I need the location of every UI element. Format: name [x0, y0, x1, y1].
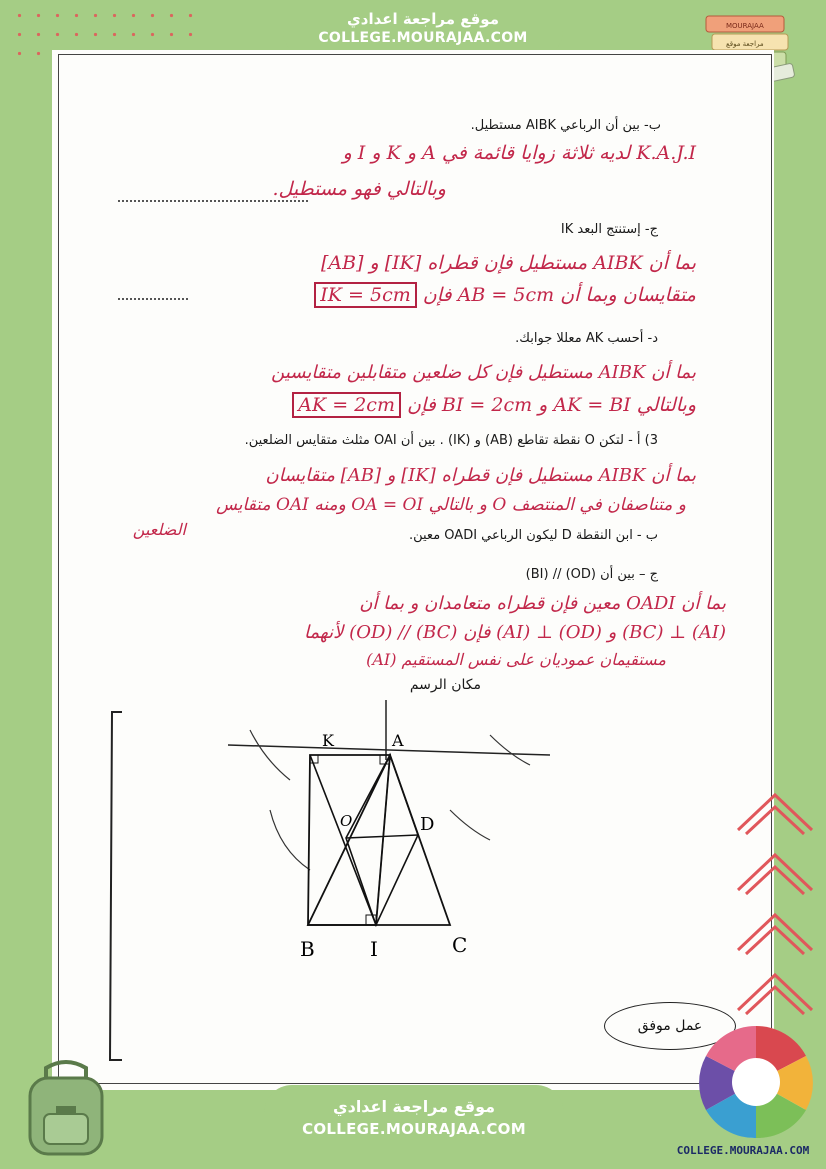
point-label-b: B — [300, 937, 315, 961]
point-label-o: O — [340, 812, 353, 830]
education-wheel-icon — [694, 1020, 818, 1144]
point-label-d: D — [420, 814, 435, 835]
footer-site-arabic: موقع مراجعة اعدادي — [332, 1097, 496, 1116]
good-luck-stamp: عمل موفق — [604, 1002, 736, 1050]
answer-c-line2 — [314, 282, 696, 308]
question-3c: ج – بين أن (OD) // (BI) — [525, 567, 658, 582]
answer-d-line1: بما أن AIBK مستطيل فإن كل ضلعين متقابلين متقايسين — [271, 362, 696, 383]
footer-banner — [264, 1085, 564, 1169]
answer-c-text: متقايسان وبما أن AB = 5cm فإن — [422, 284, 696, 306]
answer-c-result: IK = 5cm — [314, 282, 416, 308]
compass-arc — [270, 810, 310, 870]
header-site-url[interactable]: COLLEGE.MOURAJAA.COM — [318, 30, 528, 46]
answer-b-line2: وبالتالي فهو مستطيل. — [272, 178, 446, 200]
rhombus-oadi — [346, 755, 418, 925]
question-b: ب- بين أن الرباعي AIBK مستطيل. — [470, 118, 661, 133]
answer-3a-line2: و متناصفان في المنتصف O و بالتالي OA = OI ومنه OAI متقايس — [216, 495, 686, 515]
answer-3c-line3: مستقيمان عموديان على نفس المستقيم (AI) — [366, 650, 666, 669]
header-site-arabic: موقع مراجعة اعدادي — [347, 10, 499, 28]
book-label: مراجعة موقع — [726, 40, 764, 48]
decorative-dots — [10, 6, 200, 56]
answer-3c-line2: (AI) ⊥ (BC) و (OD) ⊥ (AI) فإن (BC) // (OD) لأنهما — [303, 622, 726, 643]
answer-c-line1: بما أن AIBK مستطيل فإن قطراه [IK] و [AB] — [320, 252, 696, 274]
point-label-c: C — [452, 933, 468, 957]
answer-d-result: AK = 2cm — [292, 392, 401, 418]
answer-3a-line1: بما أن AIBK مستطيل فإن قطراه [IK] و [AB] متقايسان — [265, 465, 696, 486]
question-3b: ب - ابن النقطة D ليكون الرباعي OADI معين. — [408, 528, 658, 543]
segment-od — [346, 835, 418, 838]
compass-arc — [250, 730, 290, 780]
point-label-a: A — [392, 731, 404, 750]
backpack-icon — [16, 1058, 116, 1158]
footer-site-url[interactable]: COLLEGE.MOURAJAA.COM — [302, 1120, 526, 1138]
point-label-i: I — [370, 937, 378, 961]
drawing-area-title: مكان الرسم — [409, 677, 481, 693]
point-label-k: K — [322, 731, 334, 750]
dotted-line — [118, 298, 188, 300]
book-label: MOURAJAA — [726, 22, 764, 30]
answer-3c-line1: بما أن OADI معين فإن قطراه متعامدان و بما أن — [359, 593, 726, 614]
frame-bracket — [110, 712, 122, 1060]
dotted-line — [118, 200, 308, 202]
question-d: د- أحسب AK معللا جوابك. — [515, 331, 658, 346]
question-c: ج- إستنتج البعد IK — [560, 222, 658, 237]
compass-arc — [490, 735, 530, 765]
question-3a: 3) أ - لتكن O نقطة تقاطع (AB) و (IK) . بين أن OAI مثلث متقايس الضلعين. — [244, 433, 658, 448]
answer-b-line1: K.A.J.I لديه ثلاثة زوايا قائمة في A و K و I و — [342, 142, 696, 164]
answer-3a-line3: الضلعين — [132, 520, 186, 539]
answer-d-text: وبالتالي AK = BI و BI = 2cm فإن — [407, 394, 696, 416]
compass-arc — [450, 810, 490, 840]
chevron-decoration-icon — [730, 790, 820, 1040]
answer-d-line2 — [292, 392, 696, 418]
footer-brand-url[interactable]: COLLEGE.MOURAJAA.COM — [676, 1144, 810, 1157]
